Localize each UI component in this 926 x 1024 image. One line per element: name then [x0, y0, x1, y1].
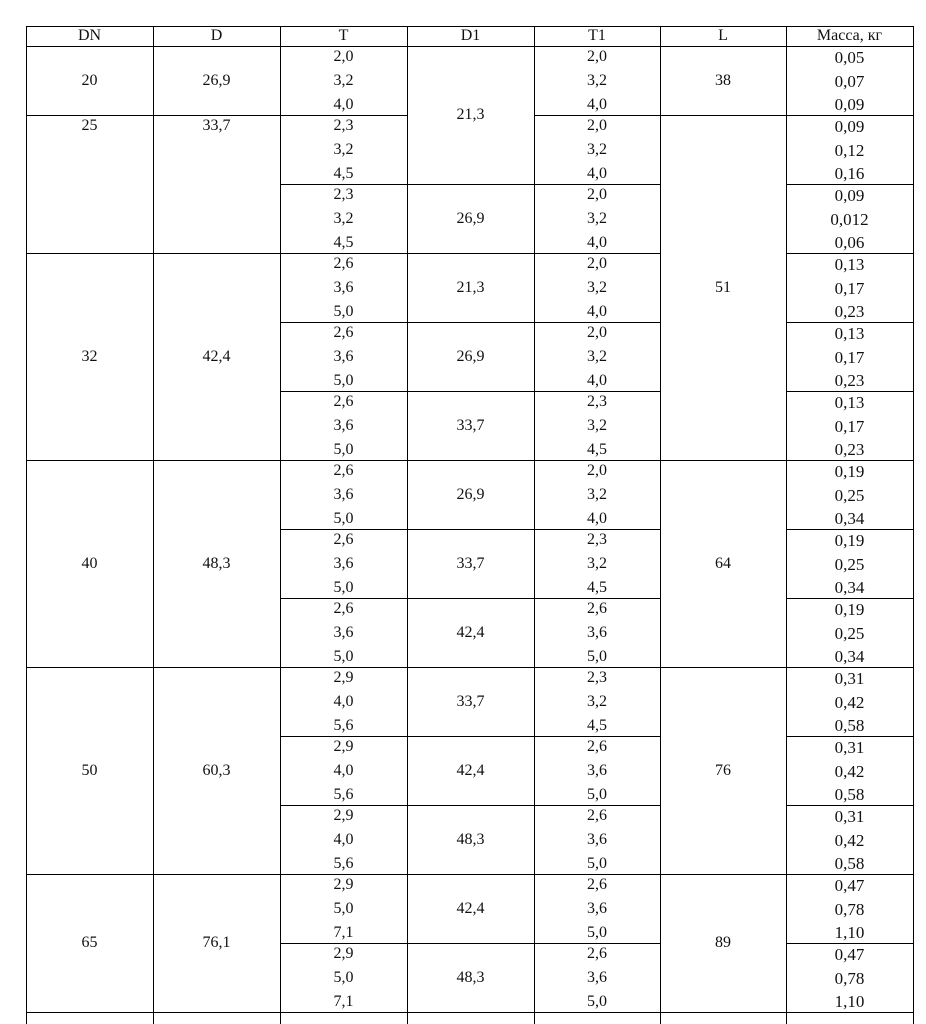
mass-values-value: 0,25 — [834, 554, 865, 574]
t-values-value: 7,1 — [333, 993, 354, 1010]
grid-line-horizontal — [407, 184, 534, 185]
d-cell: 42,4 — [202, 347, 231, 365]
t-values-value: 4,5 — [333, 165, 354, 182]
mass-values — [786, 601, 913, 665]
t1-values-value: 2,6 — [587, 738, 607, 755]
l-cell: 89 — [715, 934, 731, 951]
d1-cell: 42,4 — [456, 761, 485, 779]
t1-values-value: 3,2 — [587, 72, 607, 89]
grid-line-horizontal — [786, 184, 913, 185]
mass-values-value: 0,09 — [834, 95, 865, 114]
t-values-value: 2,6 — [333, 600, 354, 617]
t1-values-value: 2,6 — [587, 876, 607, 893]
grid-line-horizontal — [534, 1012, 660, 1013]
mass-values-value: 0,23 — [834, 302, 865, 321]
grid-line-horizontal — [153, 115, 280, 116]
header-5: T1 — [588, 27, 606, 44]
grid-line-horizontal — [26, 667, 153, 668]
t-values-value: 2,6 — [333, 462, 354, 479]
dn-cell: 25 — [81, 117, 98, 134]
t1-values-value: 4,5 — [587, 579, 607, 596]
t-values — [280, 394, 407, 458]
dn-cell: 20 — [81, 71, 98, 89]
mass-values — [786, 946, 913, 1010]
t1-values — [534, 187, 660, 251]
t-values-value: 4,0 — [333, 762, 354, 779]
t-values-value: 3,2 — [333, 210, 354, 227]
header-4: D1 — [460, 27, 481, 44]
t-values-value: 3,6 — [333, 279, 354, 296]
mass-values — [786, 256, 913, 320]
d1-cell: 42,4 — [456, 899, 485, 917]
t1-values-value: 4,0 — [587, 303, 607, 320]
t1-values-value: 2,0 — [587, 186, 607, 203]
grid-line-horizontal — [786, 460, 913, 461]
mass-values-value: 0,47 — [834, 876, 865, 895]
t1-values-value: 5,0 — [587, 786, 607, 803]
grid-line-horizontal — [26, 460, 153, 461]
t-values-value: 5,6 — [333, 855, 354, 872]
grid-line-horizontal — [407, 529, 534, 530]
t1-values-value: 2,0 — [587, 324, 607, 341]
t-values-value: 2,3 — [333, 117, 354, 134]
t-values-value: 3,6 — [333, 348, 354, 365]
grid-line-horizontal — [407, 391, 534, 392]
t-values-value: 5,6 — [333, 717, 354, 734]
mass-values-value: 0,07 — [834, 71, 865, 91]
header-7: Масса, кг — [816, 27, 883, 44]
t-values-value: 7,1 — [333, 924, 354, 941]
t1-values — [534, 118, 660, 182]
mass-values-value: 0,09 — [834, 117, 865, 136]
mass-values-value: 0,47 — [834, 945, 865, 964]
t1-values-value: 3,6 — [587, 831, 607, 848]
mass-values — [786, 325, 913, 389]
mass-values-value: 0,58 — [834, 716, 865, 735]
d1-cell: 26,9 — [456, 209, 485, 227]
mass-values-value: 0,09 — [834, 186, 865, 205]
l-cell: 76 — [715, 761, 731, 779]
grid-line-horizontal — [280, 529, 407, 530]
t-values-value: 5,0 — [333, 372, 354, 389]
t1-values-value: 2,3 — [587, 531, 607, 548]
mass-values-value: 0,58 — [834, 854, 865, 873]
mass-values-value: 0,78 — [834, 899, 865, 919]
t-values-value: 4,0 — [333, 96, 354, 113]
t1-values-value: 4,0 — [587, 165, 607, 182]
grid-line-horizontal — [786, 322, 913, 323]
t-values — [280, 739, 407, 803]
mass-values-value: 0,42 — [834, 761, 865, 781]
t1-values-value: 5,0 — [587, 855, 607, 872]
t-values-value: 5,0 — [333, 441, 354, 458]
l-cell: 51 — [715, 278, 731, 296]
t-values-value: 4,5 — [333, 234, 354, 251]
t-values — [280, 601, 407, 665]
grid-line-horizontal — [280, 1012, 407, 1013]
d-cell: 60,3 — [202, 761, 231, 779]
grid-line-horizontal — [534, 322, 660, 323]
d1-cell: 48,3 — [456, 968, 485, 986]
t-values — [280, 946, 407, 1010]
grid-line-horizontal — [407, 598, 534, 599]
t1-values-value: 3,2 — [587, 279, 607, 296]
t-values — [280, 670, 407, 734]
t-values — [280, 256, 407, 320]
grid-line-horizontal — [534, 529, 660, 530]
t-values-value: 2,9 — [333, 945, 354, 962]
t1-values-value: 4,0 — [587, 96, 607, 113]
t-values-value: 3,6 — [333, 555, 354, 572]
grid-line-horizontal — [407, 805, 534, 806]
grid-line-horizontal — [280, 391, 407, 392]
mass-values-value: 0,34 — [834, 509, 865, 528]
t-values-value: 3,2 — [333, 141, 354, 158]
grid-line-horizontal — [534, 805, 660, 806]
grid-line-horizontal — [534, 943, 660, 944]
grid-line-horizontal — [786, 598, 913, 599]
t1-values-value: 3,2 — [587, 348, 607, 365]
d-cell: 48,3 — [202, 554, 231, 572]
mass-values-value: 0,23 — [834, 371, 865, 390]
grid-line-horizontal — [786, 391, 913, 392]
d1-cell: 33,7 — [456, 692, 485, 710]
t1-values — [534, 49, 660, 113]
t1-values — [534, 877, 660, 941]
t1-values-value: 4,5 — [587, 441, 607, 458]
grid-line-horizontal — [280, 460, 407, 461]
grid-line-horizontal — [534, 115, 660, 116]
dn-cell: 40 — [81, 554, 98, 572]
t1-values-value: 3,2 — [587, 486, 607, 503]
t1-values-value: 2,3 — [587, 669, 607, 686]
grid-line-horizontal — [786, 874, 913, 875]
mass-values-value: 0,31 — [834, 738, 865, 757]
grid-line-horizontal — [407, 943, 534, 944]
grid-line-horizontal — [534, 736, 660, 737]
grid-line-horizontal — [280, 115, 407, 116]
grid-line-vertical — [913, 26, 914, 1024]
t-values-value: 5,6 — [333, 786, 354, 803]
t1-values-value: 2,0 — [587, 48, 607, 65]
mass-values-value: 0,42 — [834, 692, 865, 712]
grid-line-horizontal — [660, 115, 786, 116]
header-1: DN — [77, 27, 102, 44]
grid-line-horizontal — [786, 943, 913, 944]
t1-values-value: 4,0 — [587, 510, 607, 527]
t-values — [280, 118, 407, 182]
l-cell: 38 — [715, 71, 731, 89]
t1-values-value: 2,6 — [587, 807, 607, 824]
t-values-value: 5,0 — [333, 579, 354, 596]
t1-values-value: 3,2 — [587, 417, 607, 434]
t-values-value: 2,9 — [333, 807, 354, 824]
grid-line-horizontal — [534, 460, 660, 461]
t1-values-value: 5,0 — [587, 648, 607, 665]
header-2: D — [210, 27, 223, 44]
mass-values — [786, 187, 913, 251]
grid-line-horizontal — [280, 667, 407, 668]
grid-line-horizontal — [280, 184, 407, 185]
grid-line-horizontal — [534, 184, 660, 185]
mass-values — [786, 808, 913, 872]
grid-line-horizontal — [280, 736, 407, 737]
dn-cell: 50 — [81, 761, 98, 779]
grid-line-horizontal — [280, 322, 407, 323]
grid-line-horizontal — [786, 115, 913, 116]
mass-values-value: 0,06 — [834, 233, 865, 252]
grid-line-horizontal — [660, 460, 786, 461]
t1-values-value: 4,5 — [587, 717, 607, 734]
mass-values-value: 0,16 — [834, 164, 865, 183]
grid-line-horizontal — [407, 253, 534, 254]
grid-line-horizontal — [153, 874, 280, 875]
mass-values-value: 0,19 — [834, 531, 865, 550]
grid-line-horizontal — [26, 46, 913, 47]
l-cell: 64 — [715, 554, 731, 572]
mass-values-value: 0,31 — [834, 807, 865, 826]
t1-values-value: 2,0 — [587, 117, 607, 134]
t-values-value: 2,0 — [333, 48, 354, 65]
grid-line-horizontal — [26, 115, 153, 116]
mass-values-value: 0,34 — [834, 647, 865, 666]
grid-line-horizontal — [407, 736, 534, 737]
t1-values-value: 4,0 — [587, 234, 607, 251]
grid-line-horizontal — [26, 26, 913, 27]
t-values-value: 3,6 — [333, 417, 354, 434]
mass-values — [786, 670, 913, 734]
grid-line-horizontal — [407, 667, 534, 668]
mass-values-value: 0,19 — [834, 600, 865, 619]
grid-line-horizontal — [534, 391, 660, 392]
t1-values-value: 3,2 — [587, 555, 607, 572]
mass-values-value: 0,25 — [834, 485, 865, 505]
t1-values — [534, 946, 660, 1010]
t-values-value: 4,0 — [333, 693, 354, 710]
t-values-value: 5,0 — [333, 969, 354, 986]
t-values-value: 5,0 — [333, 303, 354, 320]
t-values-value: 3,6 — [333, 624, 354, 641]
mass-values-value: 0,05 — [834, 48, 865, 67]
grid-line-horizontal — [280, 598, 407, 599]
t-values-value: 2,9 — [333, 669, 354, 686]
grid-line-horizontal — [407, 322, 534, 323]
mass-values-value: 0,17 — [834, 347, 865, 367]
t1-values-value: 3,2 — [587, 141, 607, 158]
t-values-value: 2,3 — [333, 186, 354, 203]
mass-values-value: 0,23 — [834, 440, 865, 459]
mass-values — [786, 394, 913, 458]
mass-values — [786, 877, 913, 941]
mass-values-value: 0,34 — [834, 578, 865, 597]
dn-cell: 65 — [81, 934, 98, 951]
grid-line-horizontal — [407, 1012, 534, 1013]
d-cell: 33,7 — [202, 117, 231, 134]
d1-cell: 26,9 — [456, 347, 485, 365]
grid-line-horizontal — [786, 1012, 913, 1013]
grid-line-horizontal — [786, 529, 913, 530]
mass-values-value: 1,10 — [834, 923, 865, 942]
t1-values — [534, 739, 660, 803]
mass-values-value: 0,17 — [834, 278, 865, 298]
mass-values — [786, 49, 913, 113]
grid-line-horizontal — [153, 460, 280, 461]
t-values — [280, 463, 407, 527]
d1-cell: 21,3 — [456, 106, 485, 123]
t1-values-value: 5,0 — [587, 993, 607, 1010]
t-values-value: 5,0 — [333, 648, 354, 665]
t1-values-value: 5,0 — [587, 924, 607, 941]
t1-values — [534, 670, 660, 734]
grid-line-horizontal — [534, 874, 660, 875]
grid-line-horizontal — [660, 667, 786, 668]
t1-values-value: 2,0 — [587, 462, 607, 479]
grid-line-horizontal — [660, 1012, 786, 1013]
t-values — [280, 187, 407, 251]
t1-values — [534, 256, 660, 320]
t1-values — [534, 325, 660, 389]
mass-values-value: 0,12 — [834, 140, 865, 160]
grid-line-horizontal — [407, 874, 534, 875]
t-values — [280, 325, 407, 389]
mass-values-value: 0,25 — [834, 623, 865, 643]
grid-line-horizontal — [534, 598, 660, 599]
t1-values-value: 3,6 — [587, 900, 607, 917]
t-values — [280, 49, 407, 113]
d1-cell: 42,4 — [456, 623, 485, 641]
dn-cell: 32 — [81, 347, 98, 365]
t1-values-value: 2,6 — [587, 600, 607, 617]
mass-values — [786, 463, 913, 527]
mass-values — [786, 532, 913, 596]
grid-line-horizontal — [280, 943, 407, 944]
t-values-value: 2,9 — [333, 738, 354, 755]
t1-values-value: 2,0 — [587, 255, 607, 272]
d-cell: 26,9 — [202, 71, 231, 89]
mass-values-value: 0,19 — [834, 462, 865, 481]
grid-line-horizontal — [660, 874, 786, 875]
t-values — [280, 877, 407, 941]
header-6: L — [718, 27, 728, 44]
mass-values-value: 0,17 — [834, 416, 865, 436]
header-3: T — [338, 27, 349, 44]
t1-values-value: 2,6 — [587, 945, 607, 962]
d1-cell: 21,3 — [456, 278, 485, 296]
mass-values-value: 0,012 — [830, 209, 869, 229]
d1-cell: 26,9 — [456, 485, 485, 503]
grid-line-horizontal — [153, 1012, 280, 1013]
d-cell: 76,1 — [202, 934, 231, 951]
t1-values — [534, 601, 660, 665]
t-values-value: 3,2 — [333, 72, 354, 89]
d1-cell: 48,3 — [456, 830, 485, 848]
grid-line-horizontal — [534, 667, 660, 668]
t-values-value: 2,6 — [333, 531, 354, 548]
t1-values — [534, 463, 660, 527]
t-values-value: 2,6 — [333, 393, 354, 410]
t-values-value: 2,6 — [333, 255, 354, 272]
grid-line-horizontal — [786, 667, 913, 668]
grid-line-horizontal — [280, 874, 407, 875]
mass-values-value: 0,13 — [834, 393, 865, 412]
mass-values-value: 0,31 — [834, 669, 865, 688]
t1-values-value: 2,3 — [587, 393, 607, 410]
t1-values — [534, 808, 660, 872]
t-values-value: 4,0 — [333, 831, 354, 848]
t-values-value: 3,6 — [333, 486, 354, 503]
t1-values-value: 3,6 — [587, 969, 607, 986]
mass-values-value: 1,10 — [834, 992, 865, 1011]
grid-line-horizontal — [280, 253, 407, 254]
grid-line-horizontal — [153, 667, 280, 668]
t-values-value: 2,9 — [333, 876, 354, 893]
grid-line-horizontal — [786, 253, 913, 254]
grid-line-horizontal — [26, 253, 153, 254]
t1-values-value: 3,6 — [587, 624, 607, 641]
grid-line-horizontal — [534, 253, 660, 254]
mass-values-value: 0,13 — [834, 324, 865, 343]
t1-values-value: 3,2 — [587, 210, 607, 227]
grid-line-horizontal — [786, 736, 913, 737]
t1-values — [534, 394, 660, 458]
t-values — [280, 532, 407, 596]
t1-values-value: 3,2 — [587, 693, 607, 710]
t1-values-value: 4,0 — [587, 372, 607, 389]
d1-cell: 33,7 — [456, 554, 485, 572]
mass-values-value: 0,42 — [834, 830, 865, 850]
t-values-value: 5,0 — [333, 510, 354, 527]
mass-values — [786, 118, 913, 182]
grid-line-horizontal — [26, 1012, 153, 1013]
grid-line-horizontal — [153, 253, 280, 254]
t-values — [280, 808, 407, 872]
t-values-value: 2,6 — [333, 324, 354, 341]
grid-line-horizontal — [26, 874, 153, 875]
t1-values — [534, 532, 660, 596]
grid-line-horizontal — [280, 805, 407, 806]
mass-values-value: 0,58 — [834, 785, 865, 804]
mass-values-value: 0,78 — [834, 968, 865, 988]
grid-line-horizontal — [786, 805, 913, 806]
grid-line-horizontal — [407, 460, 534, 461]
mass-values-value: 0,13 — [834, 255, 865, 274]
t-values-value: 5,0 — [333, 900, 354, 917]
d1-cell: 33,7 — [456, 416, 485, 434]
mass-values — [786, 739, 913, 803]
t1-values-value: 3,6 — [587, 762, 607, 779]
